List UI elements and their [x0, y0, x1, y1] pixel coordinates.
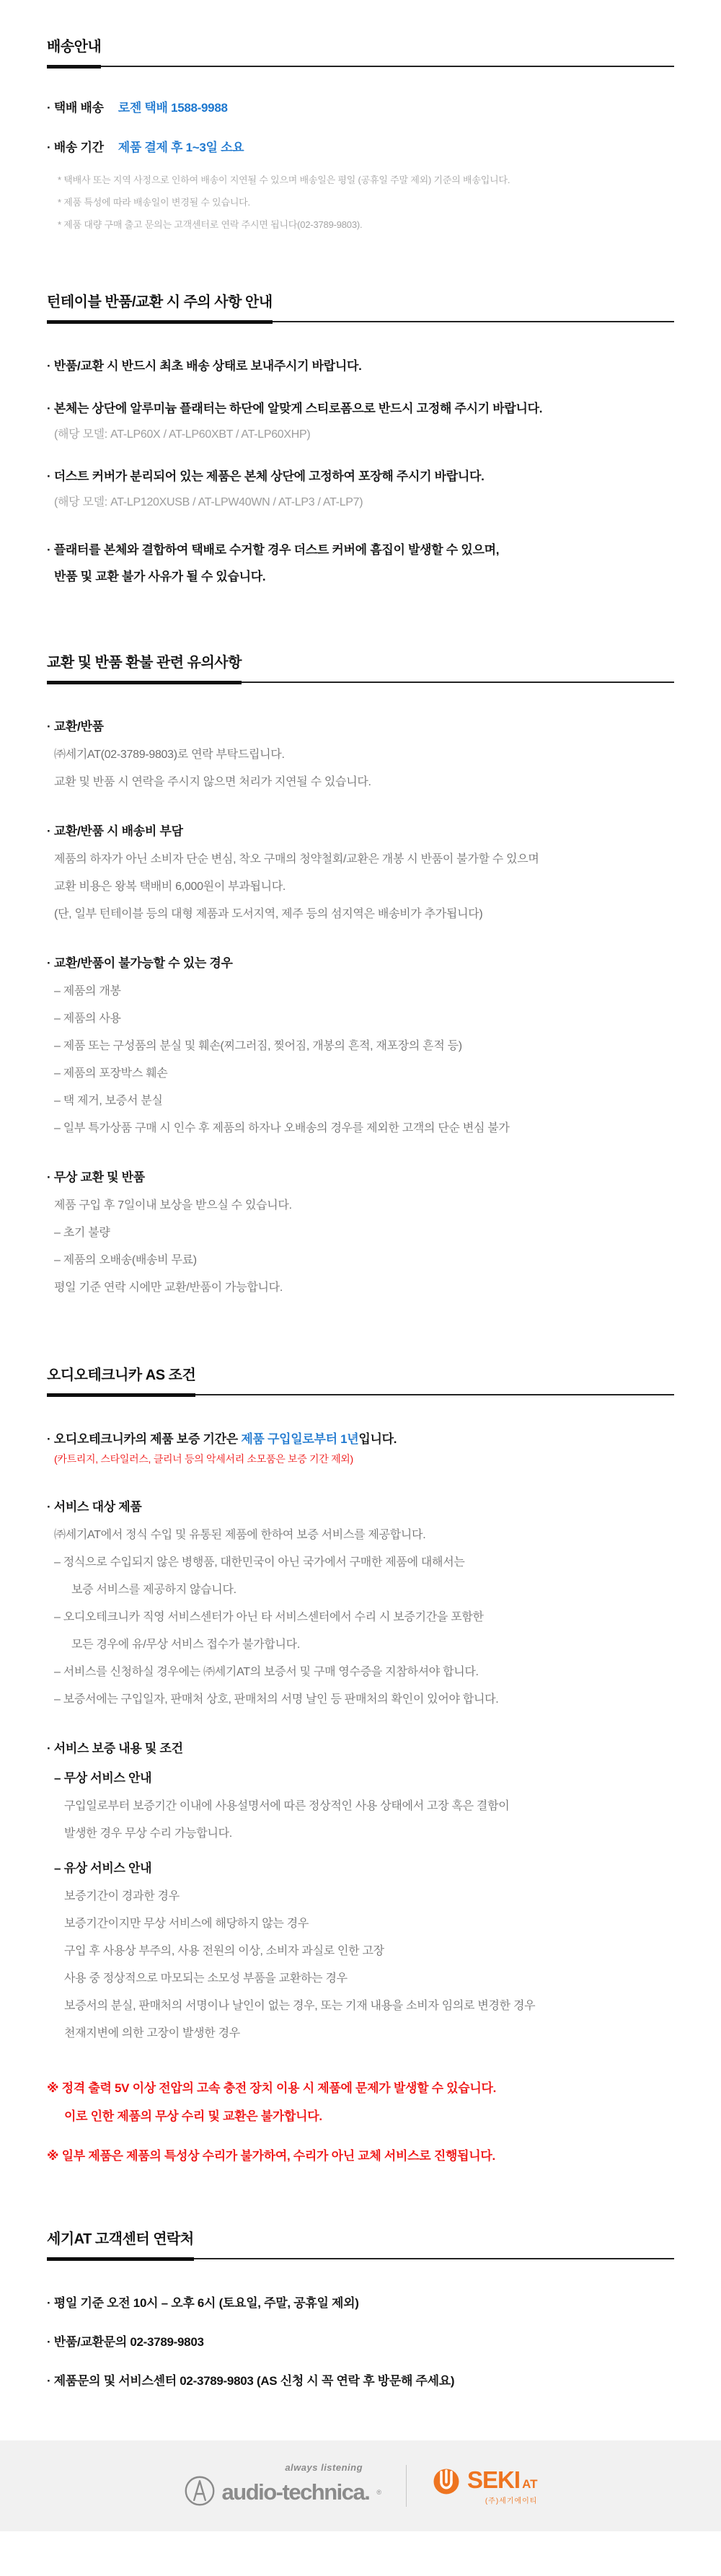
section-as-header: [47, 1363, 674, 1395]
as-warranty-note: (카트리지, 스타일러스, 클리너 등의 악세서리 소모품은 보증 기간 제외): [54, 1453, 353, 1465]
section-delivery-title: 배송안내: [47, 35, 101, 69]
audio-technica-block: [184, 2462, 382, 2510]
as-line-cont: 보증 서비스를 제공하지 않습니다.: [71, 1584, 236, 1596]
section-contact-title: 세기AT 고객센터 연락처: [47, 2227, 194, 2261]
section-exchange: [47, 650, 674, 1294]
as-warning-1: ※ 정격 출력 5V 이상 전압의 고속 충전 장치 이용 시 제품에 문제가 발생할 수 있습니다.: [47, 2081, 497, 2095]
bottom-whitespace: [0, 2531, 721, 2576]
section-turntable-header: [47, 290, 674, 322]
section-contact: [47, 2227, 674, 2388]
as-line: – 서비스를 신청하실 경우에는 ㈜세기AT의 보증서 및 구매 영수증을 지참하셔야 합니다.: [54, 1666, 479, 1678]
seki-sub: AT: [522, 2477, 538, 2491]
section-exchange-title: 교환 및 반품 환불 관련 유의사항: [47, 650, 242, 684]
delivery-period-label: · 배송 기간: [47, 141, 104, 154]
exchange-line: 평일 기준 연락 시에만 교환/반품이 가능합니다.: [54, 1282, 283, 1294]
as-line: 보증서의 분실, 판매처의 서명이나 날인이 없는 경우, 또는 기재 내용을 소비자 임의로 변경한 경우: [64, 2000, 536, 2012]
as-line: 보증기간이지만 무상 서비스에 해당하지 않는 경우: [64, 1918, 309, 1930]
as-line: 보증기간이 경과한 경우: [64, 1890, 180, 1902]
as-warning-1-cont: 이로 인한 제품의 무상 수리 및 교환은 불가합니다.: [64, 2109, 322, 2123]
delivery-note: * 제품 특성에 따라 배송일이 변경될 수 있습니다.: [58, 197, 250, 208]
seki-at-logo-icon: [431, 2466, 461, 2500]
audio-technica-logo-icon: [184, 2475, 216, 2510]
as-line: 구입일로부터 보증기간 이내에 사용설명서에 따른 정상적인 사용 상태에서 고장 혹은 결함이: [64, 1800, 510, 1812]
delivery-period-value: 제품 결제 후 1~3일 소요: [118, 141, 244, 154]
as-free-body: [47, 1796, 674, 1840]
section-turntable: [47, 290, 674, 584]
audio-technica-wordmark: [184, 2475, 382, 2510]
turntable-item: · 본체는 상단에 알루미늄 플래터는 하단에 알맞게 스티로폼으로 반드시 고정해 주시기 바랍니다.: [47, 402, 543, 415]
as-cond-title: · 서비스 보증 내용 및 조건: [47, 1742, 183, 1755]
exchange-line: – 제품의 포장박스 훼손: [54, 1067, 168, 1080]
delivery-courier-value: 로젠 택배 1588-9988: [118, 101, 228, 115]
exchange-line: – 제품 또는 구성품의 분실 및 훼손(찌그러짐, 찢어짐, 개봉의 흔적, 재포장의 흔적 등): [54, 1040, 462, 1052]
exchange-sub4-body: [47, 1196, 674, 1294]
as-line: 구입 후 사용상 부주의, 사용 전원의 이상, 소비자 과실로 인한 고장: [64, 1945, 384, 1957]
section-as-title: 오디오테크니카 AS 조건: [47, 1363, 195, 1397]
as-warranty-prefix: · 오디오테크니카의 제품 보증 기간은: [47, 1432, 242, 1446]
as-line: 천재지변에 의한 고장이 발생한 경우: [64, 2027, 240, 2039]
exchange-sub1-body: [47, 745, 674, 789]
exchange-line: 교환 및 반품 시 연락을 주시지 않으면 처리가 지연될 수 있습니다.: [54, 776, 371, 788]
exchange-line: 교환 비용은 왕복 택배비 6,000원이 부과됩니다.: [54, 881, 286, 893]
seki-at-wordmark: [467, 2466, 537, 2505]
registered-mark: ®: [376, 2489, 382, 2496]
delivery-courier-label: · 택배 배송: [47, 101, 104, 115]
section-delivery: [47, 35, 674, 231]
as-paid-body: [47, 1887, 674, 2040]
exchange-line: ㈜세기AT(02-3789-9803)로 연락 부탁드립니다.: [54, 749, 285, 761]
as-warning-2: ※ 일부 제품은 제품의 특성상 수리가 불가하여, 수리가 아닌 교체 서비스로 진행됩니다.: [47, 2149, 495, 2163]
exchange-line: 제품의 하자가 아닌 소비자 단순 변심, 착오 구매의 청약철회/교환은 개봉 시 반품이 불가할 수 있으며: [54, 853, 539, 865]
as-free-title: – 무상 서비스 안내: [54, 1771, 152, 1785]
exchange-line: (단, 일부 턴테이블 등의 대형 제품과 도서지역, 제주 등의 섬지역은 배송비가 추가됩니다): [54, 908, 483, 920]
delivery-note: * 택배사 또는 지역 사정으로 인하여 배송이 지연될 수 있으며 배송일은 평일 (공휴일 주말 제외) 기준의 배송입니다.: [58, 175, 510, 185]
exchange-sub2-body: [47, 850, 674, 921]
as-line: 사용 중 정상적으로 마모되는 소모성 부품을 교환하는 경우: [64, 1972, 348, 1985]
delivery-notes: [47, 172, 674, 231]
section-contact-header: [47, 2227, 674, 2259]
footer-brand-bar: [0, 2440, 721, 2531]
audio-technica-name: audio-technica.: [221, 2479, 370, 2505]
exchange-sub3-title: · 교환/반품이 불가능할 수 있는 경우: [47, 956, 233, 970]
as-line: – 오디오테크니카 직영 서비스센터가 아닌 타 서비스센터에서 수리 시 보증기간을 포함한: [54, 1611, 484, 1623]
as-warranty-row: [47, 1429, 674, 1447]
as-line: – 보증서에는 구입일자, 판매처 상호, 판매처의 서명 날인 등 판매처의 확인이 있어야 합니다.: [54, 1693, 499, 1706]
turntable-item: · 반품/교환 시 반드시 최초 배송 상태로 보내주시기 바랍니다.: [47, 359, 362, 373]
as-warranty-highlight: 제품 구입일로부터 1년: [241, 1432, 359, 1446]
turntable-item: · 플래터를 본체와 결합하여 택배로 수거할 경우 더스트 커버에 흠집이 발생할 수 있으며,: [47, 543, 500, 557]
exchange-line: – 제품의 사용: [54, 1013, 121, 1025]
as-paid-title: – 유상 서비스 안내: [54, 1861, 152, 1875]
section-as-terms: [47, 1363, 674, 2163]
contact-service-phone: · 제품문의 및 서비스센터 02-3789-9803 (AS 신청 시 꼭 연락 후 방문해 주세요): [47, 2374, 455, 2388]
turntable-item-cont: 반품 및 교환 불가 사유가 될 수 있습니다.: [54, 570, 266, 583]
section-exchange-header: [47, 650, 674, 683]
header-rule: [47, 66, 674, 67]
exchange-sub2-title: · 교환/반품 시 배송비 부담: [47, 824, 183, 838]
as-line: 발생한 경우 무상 수리 가능합니다.: [64, 1827, 232, 1840]
seki-caption: (주)세기에이티: [485, 2497, 538, 2505]
contact-return-phone: · 반품/교환문의 02-3789-9803: [47, 2335, 204, 2349]
exchange-sub3-body: [47, 982, 674, 1135]
exchange-line: – 제품의 오배송(배송비 무료): [54, 1254, 197, 1266]
as-warranty-suffix: 입니다.: [358, 1432, 397, 1446]
exchange-line: – 일부 특가상품 구매 시 인수 후 제품의 하자나 오배송의 경우를 제외한 고객의 단순 변심 불가: [54, 1122, 510, 1134]
footer-divider: [406, 2465, 407, 2507]
delivery-note: * 제품 대량 구매 출고 문의는 고객센터로 연락 주시면 됩니다(02-3789-9803).: [58, 219, 363, 230]
as-line: – 정식으로 수입되지 않은 병행품, 대한민국이 아닌 국가에서 구매한 제품에 대해서는: [54, 1556, 465, 1569]
exchange-sub1-title: · 교환/반품: [47, 720, 104, 733]
delivery-period-row: [47, 137, 674, 155]
turntable-item-models: (해당 모델: AT-LP60X / AT-LP60XBT / AT-LP60XHP): [54, 428, 311, 441]
delivery-courier-row: [47, 97, 674, 115]
turntable-item: · 더스트 커버가 분리되어 있는 제품은 본체 상단에 고정하여 포장해 주시기 바랍니다.: [47, 469, 485, 483]
turntable-item-models: (해당 모델: AT-LP120XUSB / AT-LPW40WN / AT-LP3 / AT-LP7): [54, 496, 363, 508]
exchange-sub4-title: · 무상 교환 및 반품: [47, 1170, 145, 1184]
exchange-line: – 초기 불량: [54, 1227, 110, 1239]
seki-name: SEKI: [467, 2466, 521, 2493]
as-line: ㈜세기AT에서 정식 수입 및 유통된 제품에 한하여 보증 서비스를 제공합니다.: [54, 1529, 426, 1541]
as-target-body: [47, 1525, 674, 1706]
exchange-line: – 제품의 개봉: [54, 985, 121, 997]
exchange-line: – 택 제거, 보증서 분실: [54, 1095, 163, 1107]
as-line-cont: 모든 경우에 유/무상 서비스 접수가 불가합니다.: [71, 1638, 300, 1651]
section-turntable-title: 턴테이블 반품/교환 시 주의 사항 안내: [47, 290, 273, 324]
section-delivery-header: [47, 35, 674, 67]
contact-hours: · 평일 기준 오전 10시 – 오후 6시 (토요일, 주말, 공휴일 제외): [47, 2296, 359, 2310]
as-target-title: · 서비스 대상 제품: [47, 1500, 142, 1514]
exchange-line: 제품 구입 후 7일이내 보상을 받으실 수 있습니다.: [54, 1199, 292, 1212]
seki-at-block: [431, 2466, 537, 2505]
audio-technica-tagline: always listening: [285, 2461, 363, 2473]
